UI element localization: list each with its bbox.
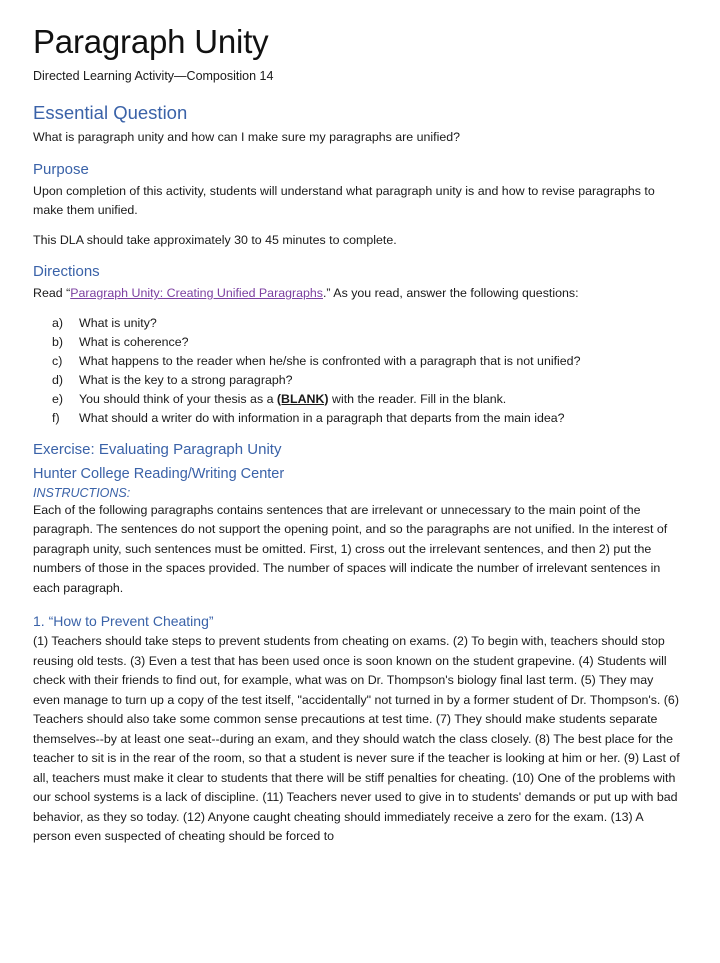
article-link[interactable]: Paragraph Unity: Creating Unified Paragraphs xyxy=(70,286,323,300)
blank-placeholder: (BLANK) xyxy=(276,391,329,406)
question-e-before: You should think of your thesis as a xyxy=(79,391,277,406)
list-item xyxy=(52,371,680,390)
read-prefix: Read “ xyxy=(33,286,71,300)
list-item xyxy=(52,352,680,371)
paragraph-1-heading: 1. “How to Prevent Cheating” xyxy=(33,613,214,629)
list-marker: a) xyxy=(52,315,64,330)
list-item xyxy=(52,333,680,352)
list-marker: e) xyxy=(52,391,64,406)
purpose-heading: Purpose xyxy=(33,160,89,178)
read-suffix: .” As you read, answer the following questions: xyxy=(322,286,579,300)
page-title: Paragraph Unity xyxy=(33,23,269,60)
essential-question-text: What is paragraph unity and how can I make sure my paragraphs are unified? xyxy=(33,130,461,144)
question-list xyxy=(33,314,680,428)
instructions-label: INSTRUCTIONS: xyxy=(33,485,131,500)
question-text: What is coherence? xyxy=(79,334,189,349)
question-text: What is the key to a strong paragraph? xyxy=(79,372,293,387)
list-marker: c) xyxy=(52,353,63,368)
list-item xyxy=(52,390,680,409)
purpose-text: Upon completion of this activity, students will understand what paragraph unity is and how to revise paragraphs to make them unified. xyxy=(33,183,655,217)
paragraph-1-text: (1) Teachers should take steps to prevent students from cheating on exams. (2) To begin with, teachers should stop reusing old tests. (3) Even a test that has been used once is soon known on the student grapevine. (4) Students will check with their friends to find out, for example, what was on Dr. Thompson's biology final last term. (5) They may even manage to turn up a copy of the test itself, "accidentally" not turned in by a former student of Dr. Thompson's. (6) Teachers should also take some common sense precautions at test time. (7) They should make students separate themselves--by at least one seat--during an exam, and they should watch the class closely. (8) The best place for the teacher to sit is in the rear of the room, so that a student is never sure if the teacher is looking at him or her. (9) Last of all, teachers must make it clear to students that there will be stiff penalties for cheating. (10) One of the problems with our school systems is a lack of discipline. (11) Teachers never used to give in to students' demands or put up with bad behavior, as they so today. (12) Anyone caught cheating should immediately receive a zero for the exam. (13) A person even suspected of cheating should be forced to xyxy=(33,634,680,843)
list-item xyxy=(52,409,680,428)
exercise-source: Hunter College Reading/Writing Center xyxy=(33,465,285,482)
question-text xyxy=(79,390,506,409)
page-subtitle: Directed Learning Activity—Composition 14 xyxy=(33,69,274,83)
directions-heading: Directions xyxy=(33,263,100,280)
instructions-text: Each of the following paragraphs contains sentences that are irrelevant or unnecessary to the main point of the paragraph. The sentences do not support the opening point, and so the paragraphs are not unified. In the interest of paragraph unity, such sentences must be omitted. First, 1) cross out the irrelevant sentences, and then 2) put the numbers of those in the spaces provided. The number of spaces will indicate the number of irrelevant sentences in each paragraph. xyxy=(33,502,668,595)
question-text: What happens to the reader when he/she is confronted with a paragraph that is not unified? xyxy=(79,353,581,368)
list-marker: b) xyxy=(52,334,64,349)
question-text: What is unity? xyxy=(79,315,157,330)
directions-read-line xyxy=(33,284,680,304)
question-text: What should a writer do with information in a paragraph that departs from the main idea? xyxy=(79,410,565,425)
duration-text: This DLA should take approximately 30 to 45 minutes to complete. xyxy=(33,232,397,247)
question-e-after: with the reader. Fill in the blank. xyxy=(328,391,507,406)
exercise-heading: Exercise: Evaluating Paragraph Unity xyxy=(33,440,282,458)
list-item xyxy=(52,314,680,333)
list-marker: f) xyxy=(52,410,60,425)
essential-question-heading: Essential Question xyxy=(33,102,188,123)
list-marker: d) xyxy=(52,372,64,387)
